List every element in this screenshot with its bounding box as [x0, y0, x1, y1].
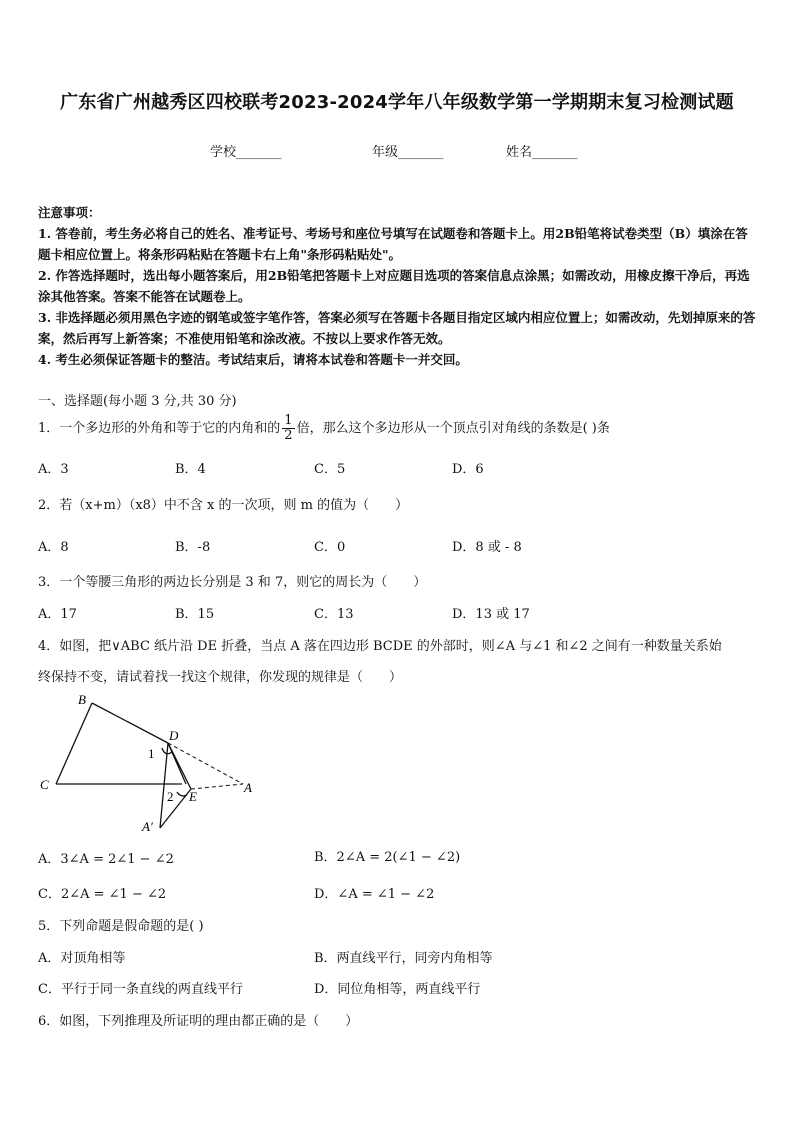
question-4-line-1: 4．如图，把∨ABC 纸片沿 DE 折叠，当点 A 落在四边形 BCDE 的外部时，则∠A 与∠1 和∠2 之间有一种数量关系始 — [38, 639, 722, 654]
question-1 — [38, 414, 610, 443]
q1-option-c: C．5 — [314, 462, 346, 477]
name-field: 姓名_______ — [506, 145, 578, 160]
page-title: 广东省广州越秀区四校联考2023-2024学年八年级数学第一学期期末复习检测试题 — [60, 92, 734, 113]
notice-item-4: 4. 考生必须保证答题卡的整洁。考试结束后，请将本试卷和答题卡一并交回。 — [38, 352, 468, 367]
label-a: A — [244, 780, 252, 795]
q1-text-pre: 1．一个多边形的外角和等于它的内角和的 — [38, 421, 281, 436]
q1-text-post: 倍，那么这个多边形从一个顶点引对角线的条数是( )条 — [296, 421, 610, 436]
q4-option-c: C．2∠A = ∠1 − ∠2 — [38, 887, 167, 902]
label-b: B — [78, 692, 86, 707]
q2-option-d: D．8 或 - 8 — [452, 540, 522, 555]
school-field: 学校_______ — [210, 145, 282, 160]
notice-item-3: 3. 非选择题必须用黑色字迹的钢笔或签字笔作答，答案必须写在答题卡各题目指定区域内相应位置上；如需改动，先划掉原来的答案，然后再写上新答案；不准使用铅笔和涂改液。不按以上要求作答无效。 — [38, 310, 756, 346]
label-angle-1: 1 — [148, 746, 155, 761]
q2-option-c: C．0 — [314, 540, 346, 555]
q5-option-a: A．对顶角相等 — [38, 951, 126, 966]
grade-field: 年级_______ — [372, 145, 444, 160]
q2-option-b: B．-8 — [175, 540, 211, 555]
q1-option-a: A．3 — [38, 462, 69, 477]
question-6: 6．如图，下列推理及所证明的理由都正确的是（ ） — [38, 1014, 359, 1029]
q3-option-c: C．13 — [314, 607, 354, 622]
notice-item-2: 2. 作答选择题时，选出每小题答案后，用2B铅笔把答题卡上对应题目选项的答案信息点涂黑；如需改动，用橡皮擦干净后，再选涂其他答案。答案不能答在试题卷上。 — [38, 268, 750, 304]
notice-item-1: 1. 答卷前，考生务必将自己的姓名、准考证号、考场号和座位号填写在试题卷和答题卡上。用2B铅笔将试卷类型（B）填涂在答题卡相应位置上。将条形码粘贴在答题卡右上角"条形码粘贴处"。 — [38, 226, 748, 262]
label-angle-2: 2 — [167, 789, 174, 804]
q3-option-b: B．15 — [175, 607, 215, 622]
label-c: C — [40, 777, 49, 792]
label-e: E — [189, 789, 197, 804]
label-d: D — [169, 728, 179, 743]
section-heading: 一、选择题(每小题 3 分,共 30 分) — [38, 394, 237, 409]
notice-heading: 注意事项： — [38, 205, 101, 220]
q5-option-c: C．平行于同一条直线的两直线平行 — [38, 982, 243, 997]
fraction-denominator: 2 — [284, 428, 293, 443]
q2-option-a: A．8 — [38, 540, 69, 555]
fold-triangle-figure — [36, 688, 266, 836]
q4-option-d: D．∠A = ∠1 − ∠2 — [314, 887, 435, 902]
q4-option-b: B．2∠A = 2(∠1 − ∠2) — [314, 850, 461, 865]
q3-option-d: D．13 或 17 — [452, 607, 530, 622]
question-5: 5．下列命题是假命题的是( ) — [38, 919, 204, 934]
question-4-line-2: 终保持不变，请试着找一找这个规律，你发现的规律是（ ） — [38, 670, 403, 685]
fraction-one-half — [282, 414, 294, 443]
q5-option-b: B．两直线平行，同旁内角相等 — [314, 951, 493, 966]
fraction-numerator: 1 — [284, 413, 293, 428]
label-a-prime: A′ — [142, 819, 153, 834]
q5-option-d: D．同位角相等，两直线平行 — [314, 982, 481, 997]
question-2: 2．若（x+m）（x8）中不含 x 的一次项，则 m 的值为（ ） — [38, 498, 409, 513]
q1-option-d: D．6 — [452, 462, 484, 477]
q3-option-a: A．17 — [38, 607, 77, 622]
q4-option-a: A．3∠A = 2∠1 − ∠2 — [38, 852, 174, 867]
question-3: 3．一个等腰三角形的两边长分别是 3 和 7，则它的周长为（ ） — [38, 575, 427, 590]
q1-option-b: B．4 — [175, 462, 206, 477]
